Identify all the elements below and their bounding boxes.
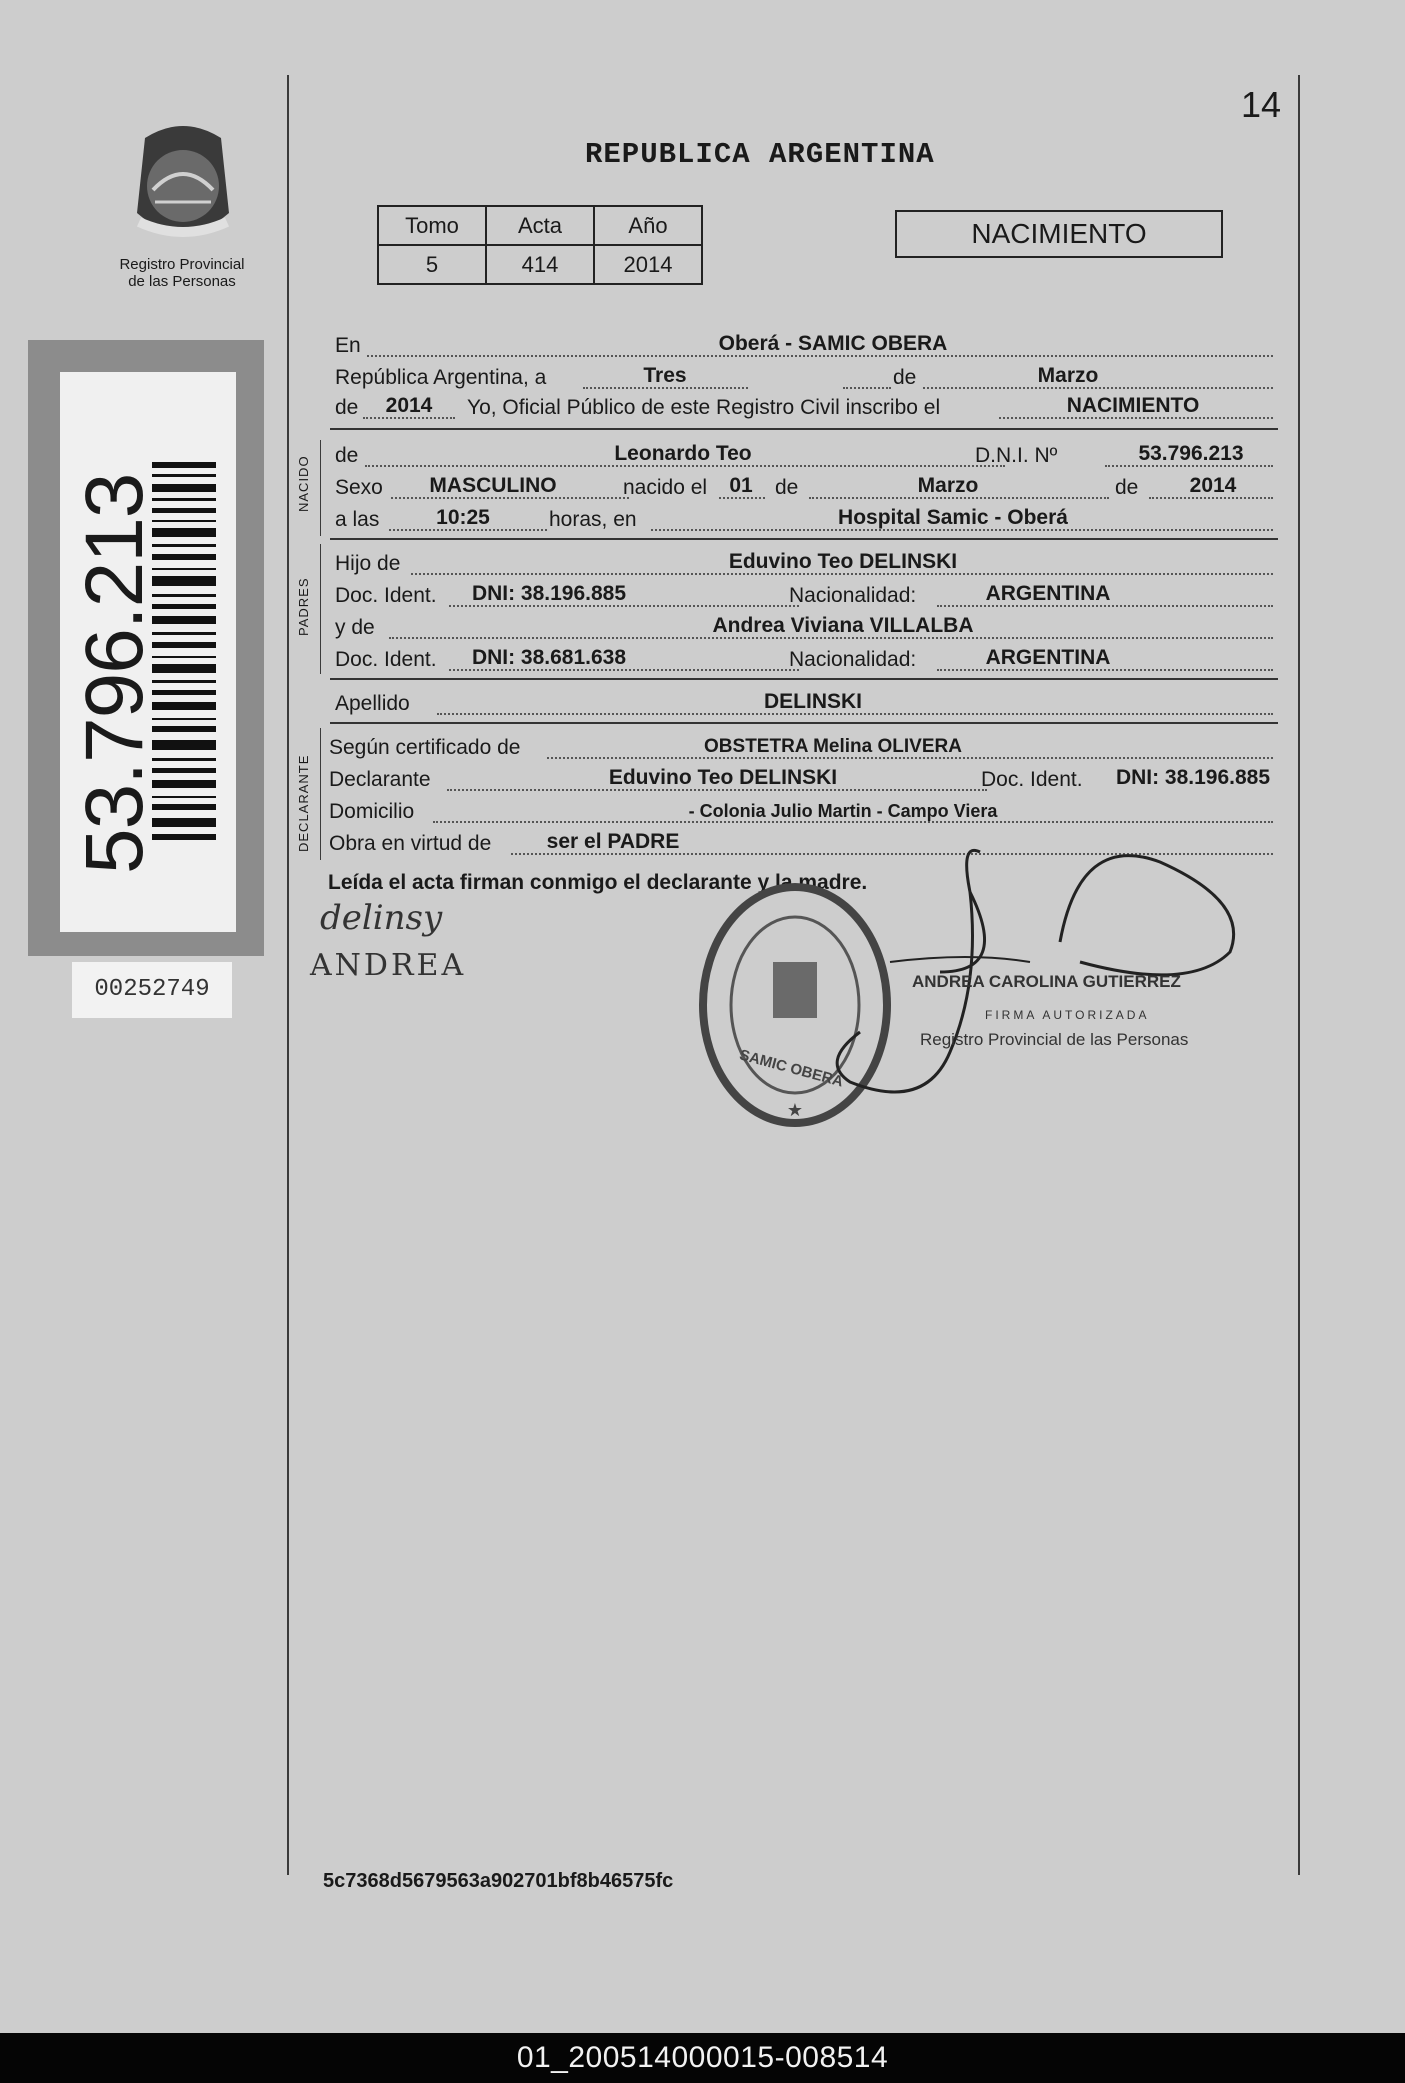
section-bracket-padres	[320, 544, 321, 674]
page-number: 14	[1240, 84, 1281, 125]
section-bracket-nacido	[320, 440, 321, 536]
dia-texto-value: Tres	[643, 364, 687, 387]
hijo-de-label: Hijo de	[335, 552, 401, 575]
section-divider	[330, 678, 1278, 680]
oficial-text: Yo, Oficial Público de este Registro Civil inscribo el	[467, 396, 941, 419]
header-acta: Acta	[486, 206, 594, 245]
side-label-nacido: NACIDO	[296, 455, 311, 512]
declarante-label: Declarante	[329, 768, 431, 791]
obra-label: Obra en virtud de	[329, 832, 492, 855]
dni-value: 53.796.213	[1138, 442, 1244, 465]
lugar-value: Oberá - SAMIC OBERA	[718, 332, 948, 355]
section-bracket-declarante	[320, 728, 321, 860]
en-label: En	[335, 334, 361, 357]
sexo-label: Sexo	[335, 476, 383, 499]
left-margin-line	[287, 75, 289, 1875]
value-tomo: 5	[378, 245, 486, 284]
row-madre-doc	[333, 644, 1275, 674]
official-office: Registro Provincial de las Personas	[920, 1030, 1189, 1049]
lugar-nacimiento-value: Hospital Samic - Oberá	[838, 506, 1068, 529]
madre-nacionalidad-value: ARGENTINA	[985, 646, 1111, 669]
nombre-value: Leonardo Teo	[614, 442, 752, 465]
tomo-acta-table	[377, 205, 703, 285]
registry-label-line2: de las Personas	[128, 273, 236, 290]
row-certificado	[329, 732, 1275, 762]
declarante-value: Eduvino Teo DELINSKI	[608, 766, 838, 789]
padre-doc-value: DNI: 38.196.885	[471, 582, 627, 605]
de-label: de	[893, 366, 917, 389]
official-title: FIRMA AUTORIZADA	[985, 1008, 1150, 1022]
de-label: de	[775, 476, 799, 499]
row-madre	[333, 612, 1275, 642]
apellido-label: Apellido	[335, 692, 410, 715]
document-hash: 5c7368d5679563a902701bf8b46575fc	[323, 1870, 674, 1892]
doc-ident-label: Doc. Ident.	[335, 584, 437, 607]
dni-label: D.N.I. Nº	[975, 444, 1058, 467]
province-emblem-icon	[125, 118, 241, 248]
row-fecha	[333, 362, 1275, 392]
barcode-number: 53.796.213	[69, 473, 160, 874]
madre-value: Andrea Viviana VILLALBA	[712, 614, 974, 637]
value-acta: 414	[486, 245, 594, 284]
domicilio-label: Domicilio	[329, 800, 415, 823]
registry-label-line1: Registro Provincial	[119, 256, 245, 273]
row-lugar	[333, 330, 1275, 360]
nacido-mes-value: Marzo	[917, 474, 979, 497]
sexo-value: MASCULINO	[429, 474, 557, 497]
side-label-padres: PADRES	[296, 577, 311, 636]
nacido-anio-value: 2014	[1189, 474, 1237, 497]
anio-value: 2014	[385, 394, 433, 417]
footer-id: 01_200514000015-008514	[0, 2033, 1405, 2083]
nacionalidad-label: Nacionalidad:	[789, 648, 917, 671]
registry-label	[112, 256, 252, 290]
nacido-dia-value: 01	[729, 474, 753, 497]
doc-ident-label: Doc. Ident.	[335, 648, 437, 671]
apellido-value: DELINSKI	[763, 690, 862, 713]
horas-en-label: horas, en	[549, 508, 637, 531]
signature-father: delinsy	[320, 898, 443, 938]
value-anio: 2014	[594, 245, 702, 284]
a-las-label: a las	[335, 508, 380, 531]
row-domicilio	[329, 796, 1275, 826]
nacido-label: nacido el	[623, 476, 708, 499]
row-hora	[333, 504, 1275, 534]
nacionalidad-label: Nacionalidad:	[789, 584, 917, 607]
row-nombre	[333, 440, 1275, 470]
madre-doc-value: DNI: 38.681.638	[471, 646, 627, 669]
official-name: ANDREA CAROLINA GUTIERREZ	[912, 972, 1181, 991]
certificado-value: OBSTETRA Melina OLIVERA	[704, 736, 962, 757]
right-margin-line	[1298, 75, 1300, 1875]
row-padre-doc	[333, 580, 1275, 610]
de-label: de	[335, 444, 359, 467]
row-sexo	[333, 472, 1275, 502]
closing-text: Leída el acta firman conmigo el declarante y la madre.	[328, 871, 868, 894]
signature-mother: ANDREA	[310, 948, 467, 983]
section-divider	[330, 538, 1278, 540]
serial-number: 00252749	[72, 962, 232, 1018]
doc-ident-label: Doc. Ident.	[981, 768, 1083, 791]
declarante-doc-value: DNI: 38.196.885	[1115, 766, 1271, 789]
header-anio: Año	[594, 206, 702, 245]
de-label: de	[1115, 476, 1139, 499]
country-heading: REPUBLICA ARGENTINA	[585, 138, 935, 171]
y-de-label: y de	[335, 616, 375, 639]
side-label-declarante: DECLARANTE	[296, 754, 311, 852]
padre-value: Eduvino Teo DELINSKI	[728, 550, 958, 573]
row-padre	[333, 548, 1275, 578]
tipo-inscripcion-value: NACIMIENTO	[1066, 394, 1200, 417]
document-type-box: NACIMIENTO	[895, 210, 1223, 258]
padre-nacionalidad-value: ARGENTINA	[985, 582, 1111, 605]
svg-text:★: ★	[786, 1100, 804, 1120]
republica-label: República Argentina, a	[335, 366, 547, 389]
obra-value: ser el PADRE	[546, 830, 680, 853]
domicilio-value: - Colonia Julio Martin - Campo Viera	[688, 801, 998, 821]
section-divider	[330, 428, 1278, 430]
mes-value: Marzo	[1037, 364, 1099, 387]
row-declarante	[329, 764, 1275, 794]
hora-value: 10:25	[436, 506, 490, 529]
de-label: de	[335, 396, 359, 419]
row-inscripcion	[333, 392, 1275, 422]
section-divider	[330, 722, 1278, 724]
header-tomo: Tomo	[378, 206, 486, 245]
certificado-label: Según certificado de	[329, 736, 521, 759]
seal-center-text: SAMIC OBERA	[737, 1046, 846, 1091]
row-apellido	[333, 688, 1275, 718]
dots	[843, 386, 891, 389]
